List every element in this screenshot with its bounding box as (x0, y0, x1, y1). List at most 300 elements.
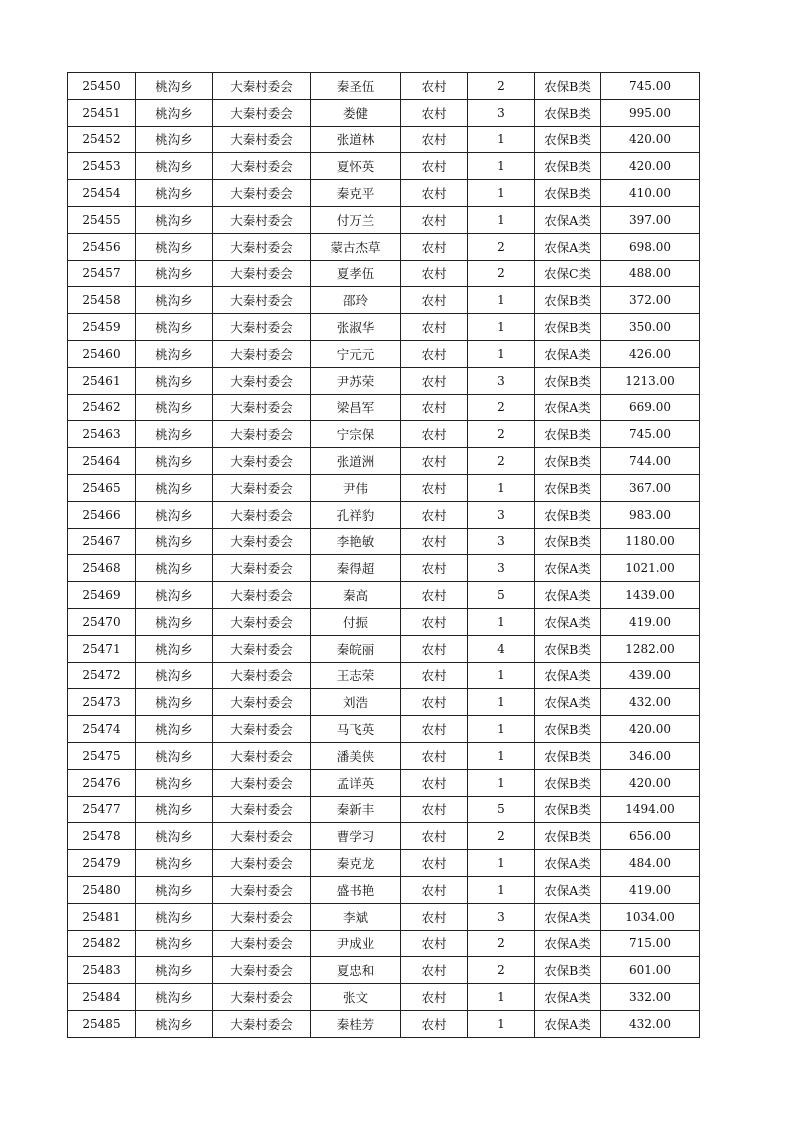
person-name-cell: 梁昌军 (311, 394, 401, 421)
area-type-cell: 农村 (401, 394, 468, 421)
household-count-cell: 1 (468, 126, 535, 153)
township-cell: 桃沟乡 (136, 1010, 213, 1037)
township-cell: 桃沟乡 (136, 903, 213, 930)
township-cell: 桃沟乡 (136, 555, 213, 582)
record-id-cell: 25477 (68, 796, 136, 823)
person-name-cell: 李艳敏 (311, 528, 401, 555)
household-count-cell: 1 (468, 662, 535, 689)
household-count-cell: 1 (468, 716, 535, 743)
person-name-cell: 邵玲 (311, 287, 401, 314)
village-committee-cell: 大秦村委会 (213, 287, 311, 314)
table-row (68, 233, 700, 260)
area-type-cell: 农村 (401, 501, 468, 528)
village-committee-cell: 大秦村委会 (213, 608, 311, 635)
person-name-cell: 宁元元 (311, 340, 401, 367)
amount-cell: 432.00 (601, 1010, 700, 1037)
village-committee-cell: 大秦村委会 (213, 501, 311, 528)
amount-cell: 983.00 (601, 501, 700, 528)
person-name-cell: 秦高 (311, 582, 401, 609)
village-committee-cell: 大秦村委会 (213, 903, 311, 930)
amount-cell: 1439.00 (601, 582, 700, 609)
insurance-category-cell: 农保A类 (535, 662, 601, 689)
person-name-cell: 王志荣 (311, 662, 401, 689)
area-type-cell: 农村 (401, 876, 468, 903)
record-id-cell: 25458 (68, 287, 136, 314)
village-committee-cell: 大秦村委会 (213, 850, 311, 877)
person-name-cell: 蒙古杰草 (311, 233, 401, 260)
household-count-cell: 1 (468, 340, 535, 367)
amount-cell: 669.00 (601, 394, 700, 421)
table-row (68, 340, 700, 367)
insurance-category-cell: 农保A类 (535, 206, 601, 233)
township-cell: 桃沟乡 (136, 73, 213, 100)
record-id-cell: 25450 (68, 73, 136, 100)
table-row (68, 99, 700, 126)
village-committee-cell: 大秦村委会 (213, 742, 311, 769)
village-committee-cell: 大秦村委会 (213, 876, 311, 903)
amount-cell: 745.00 (601, 73, 700, 100)
township-cell: 桃沟乡 (136, 582, 213, 609)
household-count-cell: 4 (468, 635, 535, 662)
insurance-category-cell: 农保A类 (535, 903, 601, 930)
person-name-cell: 夏怀英 (311, 153, 401, 180)
amount-cell: 410.00 (601, 180, 700, 207)
village-committee-cell: 大秦村委会 (213, 394, 311, 421)
person-name-cell: 潘美侠 (311, 742, 401, 769)
township-cell: 桃沟乡 (136, 421, 213, 448)
township-cell: 桃沟乡 (136, 314, 213, 341)
record-id-cell: 25475 (68, 742, 136, 769)
amount-cell: 397.00 (601, 206, 700, 233)
township-cell: 桃沟乡 (136, 635, 213, 662)
person-name-cell: 尹成业 (311, 930, 401, 957)
record-id-cell: 25462 (68, 394, 136, 421)
amount-cell: 715.00 (601, 930, 700, 957)
amount-cell: 744.00 (601, 448, 700, 475)
amount-cell: 367.00 (601, 474, 700, 501)
person-name-cell: 宁宗保 (311, 421, 401, 448)
township-cell: 桃沟乡 (136, 769, 213, 796)
insurance-category-cell: 农保B类 (535, 716, 601, 743)
table-row (68, 1010, 700, 1037)
area-type-cell: 农村 (401, 287, 468, 314)
area-type-cell: 农村 (401, 608, 468, 635)
insurance-category-cell: 农保B类 (535, 501, 601, 528)
area-type-cell: 农村 (401, 742, 468, 769)
household-count-cell: 3 (468, 367, 535, 394)
record-id-cell: 25484 (68, 984, 136, 1011)
record-id-cell: 25456 (68, 233, 136, 260)
insurance-category-cell: 农保A类 (535, 1010, 601, 1037)
table-row (68, 930, 700, 957)
household-count-cell: 2 (468, 448, 535, 475)
village-committee-cell: 大秦村委会 (213, 930, 311, 957)
person-name-cell: 秦得超 (311, 555, 401, 582)
insurance-category-cell: 农保A类 (535, 555, 601, 582)
village-committee-cell: 大秦村委会 (213, 153, 311, 180)
household-count-cell: 3 (468, 528, 535, 555)
village-committee-cell: 大秦村委会 (213, 73, 311, 100)
area-type-cell: 农村 (401, 528, 468, 555)
table-row (68, 850, 700, 877)
table-row (68, 367, 700, 394)
person-name-cell: 尹伟 (311, 474, 401, 501)
person-name-cell: 张道林 (311, 126, 401, 153)
insurance-category-cell: 农保A类 (535, 608, 601, 635)
area-type-cell: 农村 (401, 662, 468, 689)
amount-cell: 1021.00 (601, 555, 700, 582)
insurance-category-cell: 农保C类 (535, 260, 601, 287)
village-committee-cell: 大秦村委会 (213, 716, 311, 743)
person-name-cell: 娄健 (311, 99, 401, 126)
amount-cell: 656.00 (601, 823, 700, 850)
area-type-cell: 农村 (401, 340, 468, 367)
township-cell: 桃沟乡 (136, 850, 213, 877)
household-count-cell: 1 (468, 742, 535, 769)
area-type-cell: 农村 (401, 850, 468, 877)
person-name-cell: 张淑华 (311, 314, 401, 341)
insurance-category-cell: 农保B类 (535, 448, 601, 475)
household-count-cell: 3 (468, 99, 535, 126)
area-type-cell: 农村 (401, 716, 468, 743)
area-type-cell: 农村 (401, 448, 468, 475)
record-id-cell: 25473 (68, 689, 136, 716)
insurance-category-cell: 农保B类 (535, 957, 601, 984)
household-count-cell: 1 (468, 1010, 535, 1037)
table-row (68, 394, 700, 421)
amount-cell: 432.00 (601, 689, 700, 716)
household-count-cell: 1 (468, 287, 535, 314)
person-name-cell: 张道洲 (311, 448, 401, 475)
record-id-cell: 25478 (68, 823, 136, 850)
village-committee-cell: 大秦村委会 (213, 126, 311, 153)
area-type-cell: 农村 (401, 180, 468, 207)
area-type-cell: 农村 (401, 260, 468, 287)
amount-cell: 601.00 (601, 957, 700, 984)
village-committee-cell: 大秦村委会 (213, 367, 311, 394)
household-count-cell: 1 (468, 314, 535, 341)
village-committee-cell: 大秦村委会 (213, 421, 311, 448)
area-type-cell: 农村 (401, 1010, 468, 1037)
record-id-cell: 25470 (68, 608, 136, 635)
table-row (68, 796, 700, 823)
table-row (68, 153, 700, 180)
person-name-cell: 夏忠和 (311, 957, 401, 984)
person-name-cell: 尹苏荣 (311, 367, 401, 394)
amount-cell: 332.00 (601, 984, 700, 1011)
area-type-cell: 农村 (401, 206, 468, 233)
household-count-cell: 2 (468, 930, 535, 957)
record-id-cell: 25463 (68, 421, 136, 448)
insurance-category-cell: 农保B类 (535, 823, 601, 850)
household-count-cell: 1 (468, 984, 535, 1011)
township-cell: 桃沟乡 (136, 742, 213, 769)
table-row (68, 501, 700, 528)
household-count-cell: 3 (468, 555, 535, 582)
amount-cell: 1282.00 (601, 635, 700, 662)
table-row (68, 769, 700, 796)
amount-cell: 1180.00 (601, 528, 700, 555)
township-cell: 桃沟乡 (136, 153, 213, 180)
township-cell: 桃沟乡 (136, 823, 213, 850)
person-name-cell: 付振 (311, 608, 401, 635)
household-count-cell: 1 (468, 153, 535, 180)
person-name-cell: 秦桂芳 (311, 1010, 401, 1037)
village-committee-cell: 大秦村委会 (213, 582, 311, 609)
amount-cell: 484.00 (601, 850, 700, 877)
record-id-cell: 25466 (68, 501, 136, 528)
person-name-cell: 夏孝伍 (311, 260, 401, 287)
township-cell: 桃沟乡 (136, 367, 213, 394)
household-count-cell: 2 (468, 394, 535, 421)
record-id-cell: 25482 (68, 930, 136, 957)
township-cell: 桃沟乡 (136, 608, 213, 635)
table-row (68, 742, 700, 769)
area-type-cell: 农村 (401, 474, 468, 501)
person-name-cell: 马飞英 (311, 716, 401, 743)
table-row (68, 582, 700, 609)
household-count-cell: 5 (468, 582, 535, 609)
area-type-cell: 农村 (401, 421, 468, 448)
record-id-cell: 25469 (68, 582, 136, 609)
township-cell: 桃沟乡 (136, 287, 213, 314)
village-committee-cell: 大秦村委会 (213, 769, 311, 796)
township-cell: 桃沟乡 (136, 340, 213, 367)
table-row (68, 206, 700, 233)
area-type-cell: 农村 (401, 233, 468, 260)
village-committee-cell: 大秦村委会 (213, 823, 311, 850)
amount-cell: 1213.00 (601, 367, 700, 394)
person-name-cell: 秦新丰 (311, 796, 401, 823)
insurance-category-cell: 农保A类 (535, 394, 601, 421)
table-body (68, 73, 700, 1038)
area-type-cell: 农村 (401, 635, 468, 662)
amount-cell: 372.00 (601, 287, 700, 314)
village-committee-cell: 大秦村委会 (213, 689, 311, 716)
record-id-cell: 25465 (68, 474, 136, 501)
area-type-cell: 农村 (401, 314, 468, 341)
village-committee-cell: 大秦村委会 (213, 984, 311, 1011)
village-committee-cell: 大秦村委会 (213, 796, 311, 823)
village-committee-cell: 大秦村委会 (213, 1010, 311, 1037)
table-row (68, 608, 700, 635)
record-id-cell: 25472 (68, 662, 136, 689)
household-count-cell: 3 (468, 903, 535, 930)
insurance-category-cell: 农保A类 (535, 582, 601, 609)
amount-cell: 1494.00 (601, 796, 700, 823)
household-count-cell: 2 (468, 421, 535, 448)
village-committee-cell: 大秦村委会 (213, 340, 311, 367)
amount-cell: 698.00 (601, 233, 700, 260)
village-committee-cell: 大秦村委会 (213, 99, 311, 126)
person-name-cell: 秦克龙 (311, 850, 401, 877)
insurance-category-cell: 农保B类 (535, 367, 601, 394)
household-count-cell: 1 (468, 876, 535, 903)
person-name-cell: 张文 (311, 984, 401, 1011)
table-row (68, 314, 700, 341)
amount-cell: 420.00 (601, 126, 700, 153)
amount-cell: 350.00 (601, 314, 700, 341)
table-row (68, 448, 700, 475)
township-cell: 桃沟乡 (136, 260, 213, 287)
insurance-category-cell: 农保B类 (535, 796, 601, 823)
township-cell: 桃沟乡 (136, 474, 213, 501)
insurance-category-cell: 农保B类 (535, 474, 601, 501)
table-row (68, 421, 700, 448)
area-type-cell: 农村 (401, 930, 468, 957)
table-row (68, 287, 700, 314)
township-cell: 桃沟乡 (136, 448, 213, 475)
record-id-cell: 25459 (68, 314, 136, 341)
insurance-category-cell: 农保B类 (535, 99, 601, 126)
insurance-category-cell: 农保A类 (535, 340, 601, 367)
record-id-cell: 25483 (68, 957, 136, 984)
township-cell: 桃沟乡 (136, 716, 213, 743)
village-committee-cell: 大秦村委会 (213, 528, 311, 555)
area-type-cell: 农村 (401, 582, 468, 609)
area-type-cell: 农村 (401, 555, 468, 582)
person-name-cell: 孔祥豹 (311, 501, 401, 528)
table-row (68, 823, 700, 850)
amount-cell: 745.00 (601, 421, 700, 448)
table-row (68, 260, 700, 287)
person-name-cell: 秦克平 (311, 180, 401, 207)
township-cell: 桃沟乡 (136, 662, 213, 689)
household-count-cell: 3 (468, 501, 535, 528)
township-cell: 桃沟乡 (136, 206, 213, 233)
village-committee-cell: 大秦村委会 (213, 448, 311, 475)
table-row (68, 474, 700, 501)
person-name-cell: 李斌 (311, 903, 401, 930)
village-committee-cell: 大秦村委会 (213, 260, 311, 287)
village-committee-cell: 大秦村委会 (213, 314, 311, 341)
household-count-cell: 1 (468, 689, 535, 716)
insurance-category-cell: 农保B类 (535, 421, 601, 448)
amount-cell: 346.00 (601, 742, 700, 769)
household-count-cell: 1 (468, 769, 535, 796)
insurance-category-cell: 农保B类 (535, 314, 601, 341)
amount-cell: 420.00 (601, 153, 700, 180)
household-count-cell: 2 (468, 233, 535, 260)
insurance-category-cell: 农保B类 (535, 742, 601, 769)
record-id-cell: 25451 (68, 99, 136, 126)
township-cell: 桃沟乡 (136, 394, 213, 421)
record-id-cell: 25476 (68, 769, 136, 796)
household-count-cell: 2 (468, 957, 535, 984)
village-committee-cell: 大秦村委会 (213, 635, 311, 662)
record-id-cell: 25481 (68, 903, 136, 930)
person-name-cell: 曹学习 (311, 823, 401, 850)
insurance-category-cell: 农保A类 (535, 233, 601, 260)
insurance-category-cell: 农保B类 (535, 769, 601, 796)
insurance-category-cell: 农保B类 (535, 153, 601, 180)
area-type-cell: 农村 (401, 99, 468, 126)
record-id-cell: 25474 (68, 716, 136, 743)
amount-cell: 995.00 (601, 99, 700, 126)
insurance-category-cell: 农保A类 (535, 984, 601, 1011)
village-committee-cell: 大秦村委会 (213, 662, 311, 689)
insurance-category-cell: 农保A类 (535, 689, 601, 716)
area-type-cell: 农村 (401, 984, 468, 1011)
amount-cell: 419.00 (601, 876, 700, 903)
record-id-cell: 25468 (68, 555, 136, 582)
record-id-cell: 25471 (68, 635, 136, 662)
household-count-cell: 1 (468, 608, 535, 635)
township-cell: 桃沟乡 (136, 180, 213, 207)
township-cell: 桃沟乡 (136, 528, 213, 555)
area-type-cell: 农村 (401, 73, 468, 100)
insurance-category-cell: 农保B类 (535, 73, 601, 100)
insurance-category-cell: 农保B类 (535, 126, 601, 153)
area-type-cell: 农村 (401, 689, 468, 716)
village-committee-cell: 大秦村委会 (213, 474, 311, 501)
insurance-category-cell: 农保B类 (535, 635, 601, 662)
person-name-cell: 秦圣伍 (311, 73, 401, 100)
insurance-category-cell: 农保B类 (535, 528, 601, 555)
township-cell: 桃沟乡 (136, 796, 213, 823)
table-row (68, 716, 700, 743)
area-type-cell: 农村 (401, 153, 468, 180)
village-committee-cell: 大秦村委会 (213, 180, 311, 207)
person-name-cell: 付万兰 (311, 206, 401, 233)
area-type-cell: 农村 (401, 769, 468, 796)
area-type-cell: 农村 (401, 126, 468, 153)
household-count-cell: 2 (468, 260, 535, 287)
record-id-cell: 25454 (68, 180, 136, 207)
area-type-cell: 农村 (401, 367, 468, 394)
table-row (68, 876, 700, 903)
township-cell: 桃沟乡 (136, 984, 213, 1011)
amount-cell: 488.00 (601, 260, 700, 287)
record-id-cell: 25464 (68, 448, 136, 475)
village-committee-cell: 大秦村委会 (213, 957, 311, 984)
table-row (68, 126, 700, 153)
insurance-category-cell: 农保A类 (535, 876, 601, 903)
village-committee-cell: 大秦村委会 (213, 206, 311, 233)
village-committee-cell: 大秦村委会 (213, 233, 311, 260)
record-id-cell: 25457 (68, 260, 136, 287)
area-type-cell: 农村 (401, 903, 468, 930)
household-count-cell: 1 (468, 474, 535, 501)
amount-cell: 420.00 (601, 716, 700, 743)
table-row (68, 689, 700, 716)
table-row (68, 903, 700, 930)
person-name-cell: 刘浩 (311, 689, 401, 716)
person-name-cell: 秦皖丽 (311, 635, 401, 662)
township-cell: 桃沟乡 (136, 501, 213, 528)
record-id-cell: 25453 (68, 153, 136, 180)
area-type-cell: 农村 (401, 796, 468, 823)
household-count-cell: 1 (468, 180, 535, 207)
record-id-cell: 25467 (68, 528, 136, 555)
amount-cell: 426.00 (601, 340, 700, 367)
township-cell: 桃沟乡 (136, 876, 213, 903)
household-count-cell: 5 (468, 796, 535, 823)
township-cell: 桃沟乡 (136, 930, 213, 957)
household-count-cell: 1 (468, 850, 535, 877)
amount-cell: 419.00 (601, 608, 700, 635)
insurance-category-cell: 农保B类 (535, 287, 601, 314)
insurance-category-cell: 农保A类 (535, 850, 601, 877)
person-name-cell: 盛书艳 (311, 876, 401, 903)
township-cell: 桃沟乡 (136, 957, 213, 984)
table-row (68, 957, 700, 984)
township-cell: 桃沟乡 (136, 233, 213, 260)
amount-cell: 1034.00 (601, 903, 700, 930)
record-id-cell: 25455 (68, 206, 136, 233)
insurance-category-cell: 农保B类 (535, 180, 601, 207)
table-row (68, 528, 700, 555)
